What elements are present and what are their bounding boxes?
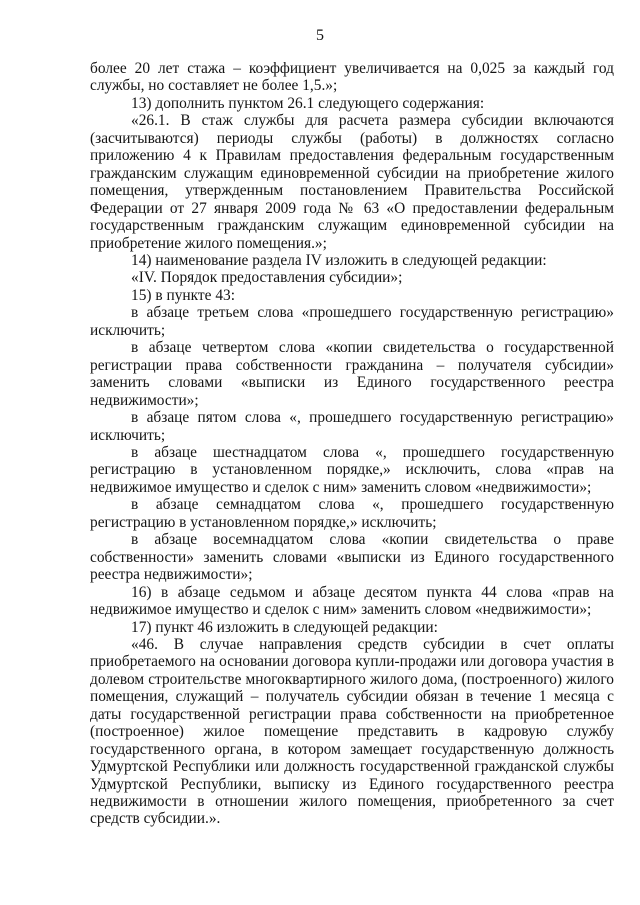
paragraph: в абзаце семнадцатом слова «, прошедшего государственную регистрацию в установленном порядке,» исключить; xyxy=(90,496,614,531)
paragraph: 14) наименование раздела IV изложить в следующей редакции: xyxy=(131,251,547,269)
paragraph: «46. В случае направления средств субсидии в счет оплаты приобретаемого на основании договора купли-продажи или договора участия в долевом строительстве многоквартирного жилого дома, (построенного) жилого помещения, служащий – получатель субсидии обязан в течение 1 месяца с даты государственной регистрации права собственности на приобретенное (построенное) жилое помещение представить в кадровую службу государственного органа, в котором замещает государственную должность Удмуртской Республики или должность государственной гражданской службы Удмуртской Республики, выписку из Единого государственного реестра недвижимости в отношении жилого помещения, приобретенного за счет средств субсидии.». xyxy=(90,635,614,828)
paragraph: более 20 лет стажа – коэффициент увеличивается на 0,025 за каждый год службы, но составляет не более 1,5.»; xyxy=(90,60,614,95)
paragraph: «26.1. В стаж службы для расчета размера субсидии включаются (засчитываются) периоды службы (работы) в должностях согласно приложению 4 к Правилам предоставления федеральным государственным гражданским служащим единовременной субсидии на приобретение жилого помещения, утвержденным постановлением Правительства Российской Федерации от 27 января 2009 года № 63 «О предоставлении федеральным государственным гражданским служащим единовременной субсидии на приобретение жилого помещения.»; xyxy=(90,112,614,252)
document-body xyxy=(90,60,614,828)
paragraph: в абзаце третьем слова «прошедшего государственную регистрацию» исключить; xyxy=(90,304,614,339)
paragraph: 17) пункт 46 изложить в следующей редакции: xyxy=(131,618,438,636)
paragraph: в абзаце пятом слова «, прошедшего государственную регистрацию» исключить; xyxy=(90,409,614,444)
paragraph: в абзаце четвертом слова «копии свидетельства о государственной регистрации права собственности гражданина – получателя субсидии» заменить словами «выписки из Единого государственного реестра недвижимости»; xyxy=(90,339,614,409)
paragraph: 15) в пункте 43: xyxy=(131,286,235,304)
paragraph: 16) в абзаце седьмом и абзаце десятом пункта 44 слова «прав на недвижимое имущество и сделок с ним» заменить словом «недвижимости»; xyxy=(90,583,614,619)
paragraph: в абзаце восемнадцатом слова «копии свидетельства о праве собственности» заменить словами «выписки из Единого государственного реестра недвижимости»; xyxy=(90,531,614,584)
page-number: 5 xyxy=(316,27,324,44)
paragraph: 13) дополнить пунктом 26.1 следующего содержания: xyxy=(131,94,485,112)
paragraph: в абзаце шестнадцатом слова «, прошедшего государственную регистрацию в установленном порядке,» исключить, слова «прав на недвижимое имущество и сделок с ним» заменить словом «недвижимости»; xyxy=(90,443,614,496)
paragraph: «IV. Порядок предоставления субсидии»; xyxy=(131,269,403,287)
